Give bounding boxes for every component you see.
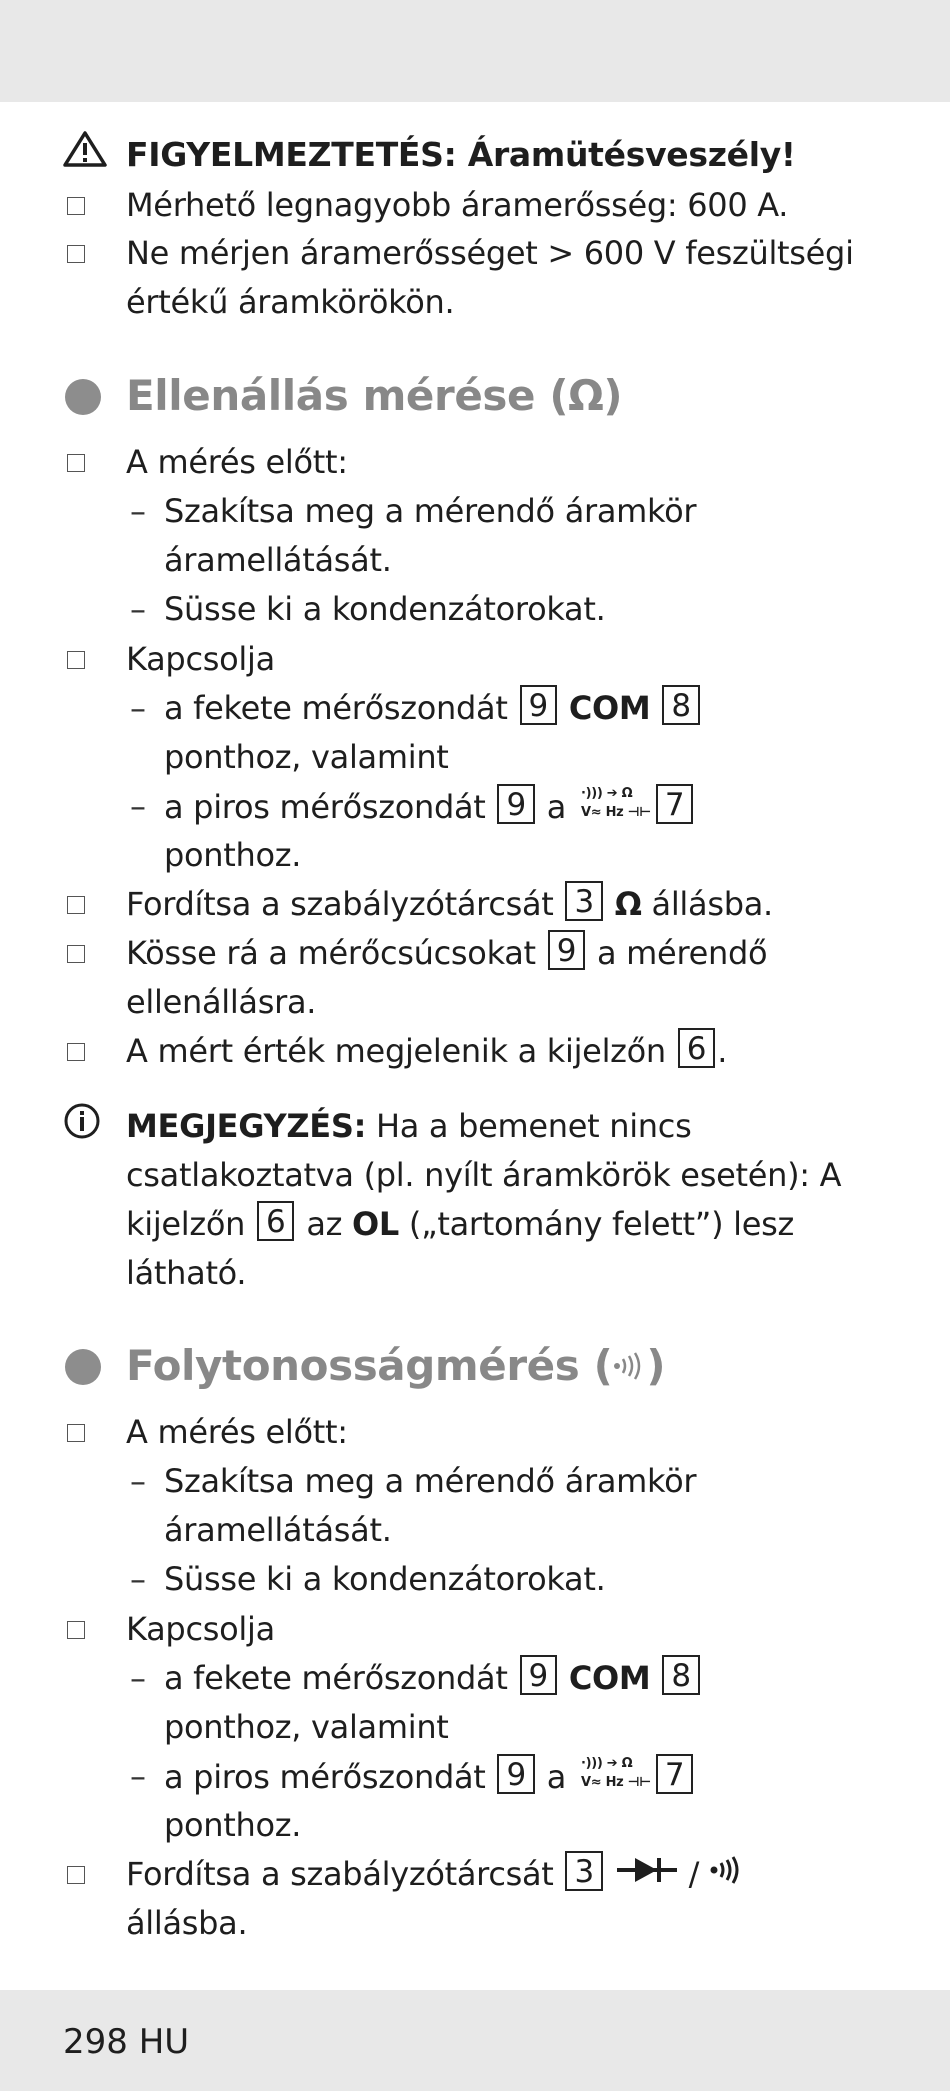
checkbox-bullet xyxy=(67,651,85,669)
note-line-2: csatlakoztatva (pl. nyílt áramkörök esetén): A xyxy=(126,1156,842,1194)
jack-label-bottom: V≈ Hz ⊣⊢ xyxy=(580,1775,651,1790)
ref-8: 8 xyxy=(662,1655,699,1695)
checkbox-bullet xyxy=(67,245,85,263)
section2-heading-text: Folytonosságmérés ( xyxy=(126,1341,613,1390)
omega-symbol: Ω xyxy=(614,885,642,923)
jack-symbol-icon xyxy=(580,782,651,836)
section-bullet-dot xyxy=(65,1349,101,1385)
ref-9: 9 xyxy=(548,930,585,970)
checkbox-bullet xyxy=(67,454,85,472)
jack-label-bottom: V≈ Hz ⊣⊢ xyxy=(580,805,651,820)
tips-text-end: a mérendő xyxy=(597,934,768,972)
black-probe-line xyxy=(164,684,702,733)
dash-bullet: – xyxy=(130,787,146,825)
before-step-2: Süsse ki a kondenzátorokat. xyxy=(164,1560,606,1598)
red-probe-line xyxy=(164,782,695,836)
connector-word: a xyxy=(546,1758,567,1796)
tips-line xyxy=(126,929,767,978)
com-label: COM xyxy=(568,1659,651,1697)
black-probe-text: a fekete mérőszondát xyxy=(164,689,508,727)
ref-6: 6 xyxy=(678,1028,715,1068)
dash-bullet: – xyxy=(130,590,146,628)
slash-separator: / xyxy=(688,1855,700,1893)
note-text-3c: („tartomány felett”) lesz xyxy=(408,1205,794,1243)
ref-7: 7 xyxy=(656,1754,693,1794)
before-step-1: Szakítsa meg a mérendő áramkör xyxy=(164,492,697,530)
checkbox-bullet xyxy=(67,896,85,914)
connect-label: Kapcsolja xyxy=(126,640,275,678)
checkbox-bullet xyxy=(67,945,85,963)
warning-title-row xyxy=(63,130,109,182)
note-line-1 xyxy=(126,1102,691,1151)
checkbox-bullet xyxy=(67,197,85,215)
jack-symbol-icon xyxy=(580,1752,651,1806)
section2-heading-end: ) xyxy=(646,1341,666,1390)
section-bullet-dot xyxy=(65,379,101,415)
note-line-4: látható. xyxy=(126,1254,247,1292)
section1-heading: Ellenállás mérése (Ω) xyxy=(126,371,623,420)
connect-label: Kapcsolja xyxy=(126,1610,275,1648)
display-line xyxy=(126,1027,727,1076)
top-band xyxy=(0,0,950,102)
display-period: . xyxy=(717,1032,728,1070)
info-icon-row xyxy=(63,1102,101,1154)
dial-cont: állásba. xyxy=(126,1904,248,1942)
ref-9: 9 xyxy=(520,1655,557,1695)
dial-line xyxy=(126,880,773,929)
info-icon xyxy=(63,1102,101,1154)
ref-3: 3 xyxy=(565,881,602,921)
note-text-1: Ha a bemenet nincs xyxy=(375,1107,692,1145)
connector-word: a xyxy=(546,788,567,826)
red-probe-line xyxy=(164,1752,695,1806)
dash-bullet: – xyxy=(130,1659,146,1697)
dial-text: Fordítsa a szabályzótárcsát xyxy=(126,885,554,923)
warning-title: FIGYELMEZTETÉS: Áramütésveszély! xyxy=(126,135,796,174)
warning-item-2: Ne mérjen áramerősséget > 600 V feszültségi xyxy=(126,234,854,272)
checkbox-bullet xyxy=(67,1866,85,1884)
red-probe-cont: ponthoz. xyxy=(164,836,302,874)
note-label: MEGJEGYZÉS: xyxy=(126,1107,367,1145)
before-step-2: Süsse ki a kondenzátorokat. xyxy=(164,590,606,628)
note-text-3a: kijelzőn xyxy=(126,1205,246,1243)
black-probe-line xyxy=(164,1654,702,1703)
before-label: A mérés előtt: xyxy=(126,1413,348,1451)
ref-6: 6 xyxy=(257,1201,294,1241)
beep-icon xyxy=(612,1341,646,1397)
red-probe-text: a piros mérőszondát xyxy=(164,1758,486,1796)
ref-9: 9 xyxy=(520,685,557,725)
display-text: A mért érték megjelenik a kijelzőn xyxy=(126,1032,666,1070)
dash-bullet: – xyxy=(130,1560,146,1598)
warning-item-2-cont: értékű áramkörökön. xyxy=(126,283,455,321)
black-probe-cont: ponthoz, valamint xyxy=(164,1708,449,1746)
beep-icon xyxy=(709,1852,745,1901)
diode-icon xyxy=(615,1852,679,1901)
dash-bullet: – xyxy=(130,492,146,530)
note-text-3b: az xyxy=(306,1205,343,1243)
note-line-3 xyxy=(126,1200,794,1249)
dash-bullet: – xyxy=(130,1757,146,1795)
ref-8: 8 xyxy=(662,685,699,725)
dial-line xyxy=(126,1850,745,1901)
com-label: COM xyxy=(568,689,651,727)
dial-text-end: állásba. xyxy=(651,885,773,923)
warning-item-1: Mérhető legnagyobb áramerősség: 600 A. xyxy=(126,186,789,224)
checkbox-bullet xyxy=(67,1621,85,1639)
before-step-1-cont: áramellátását. xyxy=(164,1511,392,1549)
tips-text: Kösse rá a mérőcsúcsokat xyxy=(126,934,536,972)
ref-9: 9 xyxy=(497,784,534,824)
before-label: A mérés előtt: xyxy=(126,443,348,481)
ref-9: 9 xyxy=(497,1754,534,1794)
warning-triangle-icon xyxy=(63,130,109,182)
dash-bullet: – xyxy=(130,689,146,727)
tips-cont: ellenállásra. xyxy=(126,983,317,1021)
checkbox-bullet xyxy=(67,1043,85,1061)
dash-bullet: – xyxy=(130,1462,146,1500)
section2-heading xyxy=(126,1338,665,1397)
page-number: 298 HU xyxy=(63,2022,190,2062)
red-probe-text: a piros mérőszondát xyxy=(164,788,486,826)
red-probe-cont: ponthoz. xyxy=(164,1806,302,1844)
dial-text: Fordítsa a szabályzótárcsát xyxy=(126,1855,554,1893)
before-step-1-cont: áramellátását. xyxy=(164,541,392,579)
jack-label-top: ·))) ➔ Ω xyxy=(580,786,633,801)
before-step-1: Szakítsa meg a mérendő áramkör xyxy=(164,1462,697,1500)
black-probe-cont: ponthoz, valamint xyxy=(164,738,449,776)
black-probe-text: a fekete mérőszondát xyxy=(164,1659,508,1697)
ref-7: 7 xyxy=(656,784,693,824)
ol-label: OL xyxy=(352,1205,400,1243)
ref-3: 3 xyxy=(565,1851,602,1891)
jack-label-top: ·))) ➔ Ω xyxy=(580,1756,633,1771)
checkbox-bullet xyxy=(67,1424,85,1442)
